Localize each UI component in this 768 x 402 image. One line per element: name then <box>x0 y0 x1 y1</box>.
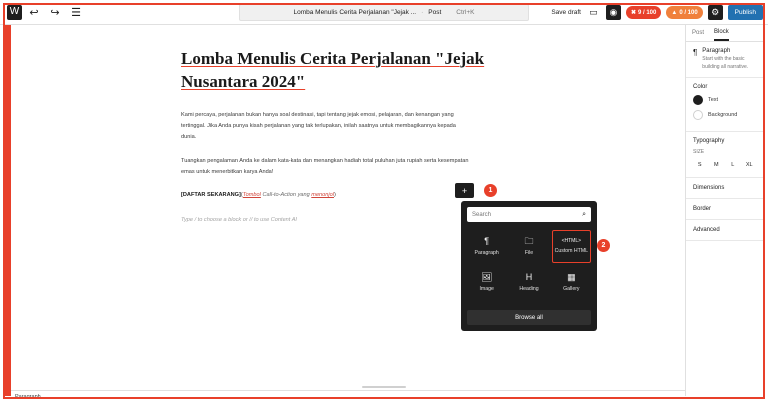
color-option-background[interactable] <box>693 110 756 120</box>
publish-button[interactable]: Publish <box>728 5 763 20</box>
errors-badge-label: 9 / 100 <box>638 9 657 16</box>
cta-paren-close: ) <box>333 192 336 199</box>
block-item-heading[interactable] <box>509 266 548 299</box>
cta-italic-2: Call-to-Action yang <box>262 192 310 199</box>
search-placeholder: Search <box>472 211 492 218</box>
block-item-label: Custom HTML <box>554 248 589 254</box>
block-inserter-panel <box>461 201 597 331</box>
top-toolbar-right <box>551 0 768 25</box>
block-item-label: Heading <box>519 286 539 292</box>
post-title[interactable]: Lomba Menulis Cerita Perjalanan "Jejak Nusantara 2024" <box>181 49 485 91</box>
tab-post[interactable]: Post <box>692 30 705 36</box>
color-section <box>686 78 763 132</box>
empty-block-placeholder[interactable]: Type / to choose a block or // to use Content AI <box>181 217 297 224</box>
block-item-label: Gallery <box>563 286 580 292</box>
undo-icon[interactable]: ↩ <box>29 6 39 19</box>
block-inserter-toggle[interactable]: + <box>455 183 474 198</box>
block-grid <box>467 230 591 299</box>
block-item-file[interactable] <box>509 230 548 263</box>
cta-italic-1[interactable]: Tombol <box>242 192 261 199</box>
block-description: Start with the basic building all narrative. <box>702 56 749 70</box>
block-info-section <box>686 42 763 78</box>
block-item-custom-html[interactable] <box>552 230 591 263</box>
color-swatch-icon <box>693 110 703 120</box>
callout-marker-1: 1 <box>484 184 497 197</box>
paragraph-icon: ¶ <box>484 236 490 246</box>
command-bar-shortcut: Ctrl+K <box>456 9 475 16</box>
block-item-label: Image <box>479 286 494 292</box>
save-draft-button[interactable]: Save draft <box>551 9 581 16</box>
heading-icon: H <box>525 272 533 282</box>
paragraph-block-2[interactable]: Tuangkan pengalaman Anda ke dalam kata-kata dan menangkan hadiah total puluhan juta rupiah serta kesempatan emas untuk menerbitkan karya Anda! <box>181 157 469 175</box>
color-option-text[interactable] <box>693 95 756 105</box>
preview-icon[interactable]: ▭ <box>589 7 598 17</box>
image-icon: 🖼 <box>480 272 493 282</box>
errors-badge-icon: ✖ <box>630 10 636 16</box>
search-input[interactable] <box>467 207 591 222</box>
font-size-selector[interactable] <box>693 159 756 171</box>
font-size-xl[interactable]: XL <box>743 159 757 171</box>
gallery-icon: ▦ <box>567 272 576 282</box>
browse-all-button[interactable]: Browse all <box>467 310 591 325</box>
search-icon: ⌕ <box>582 210 586 218</box>
size-label: SIZE <box>693 149 705 155</box>
block-item-gallery[interactable] <box>552 266 591 299</box>
typography-heading: Typography <box>693 138 725 144</box>
block-item-label: File <box>524 250 534 256</box>
list-view-icon[interactable]: ☰ <box>71 6 81 19</box>
resize-handle[interactable] <box>362 386 406 388</box>
font-size-s[interactable]: S <box>693 159 707 171</box>
block-name: Paragraph <box>702 48 731 54</box>
paragraph-block-1[interactable]: Kami percaya, perjalanan bukan hanya soal destinasi, tapi tentang jejak emosi, pelajaran, dan kenangan yang tertinggal. Jika Anda punya kisah perjalanan yang tak terlupakan, inilah saatnya untuk membagikannya kepada dunia. <box>181 111 456 140</box>
wordpress-logo-icon[interactable]: W <box>7 5 22 20</box>
warnings-badge-icon: ▲ <box>671 9 678 16</box>
post-content <box>181 48 491 223</box>
bottom-breadcrumb-bar <box>11 390 685 402</box>
block-item-label: Paragraph <box>474 250 499 256</box>
sidebar-section-advanced[interactable]: Advanced <box>686 220 763 241</box>
cta-paragraph-block[interactable] <box>181 190 491 201</box>
font-size-l[interactable]: L <box>726 159 740 171</box>
font-size-m[interactable]: M <box>710 159 724 171</box>
cta-link[interactable]: menonjol <box>311 192 334 199</box>
block-item-paragraph[interactable] <box>467 230 506 263</box>
settings-sidebar <box>685 25 763 396</box>
command-bar[interactable] <box>239 4 529 21</box>
cta-paren-open: ( <box>240 192 243 199</box>
callout-marker-2: 2 <box>597 239 610 252</box>
command-bar-type: Post <box>428 9 442 16</box>
sidebar-section-dimensions[interactable]: Dimensions <box>686 178 763 199</box>
warnings-badge[interactable] <box>666 6 702 19</box>
warnings-badge-label: 0 / 100 <box>679 9 698 16</box>
breadcrumb[interactable]: Paragraph <box>15 393 41 400</box>
errors-badge[interactable] <box>626 6 661 19</box>
color-swatch-icon <box>693 95 703 105</box>
custom-html-icon: <HTML> <box>561 238 582 244</box>
color-heading: Color <box>693 84 708 90</box>
redo-icon[interactable]: ↪ <box>50 6 60 19</box>
cta-prefix: [DAFTAR SEKARANG] <box>181 192 241 199</box>
sidebar-section-border[interactable]: Border <box>686 199 763 220</box>
command-bar-separator: · <box>421 9 424 16</box>
paragraph-icon: ¶ <box>693 48 698 57</box>
top-toolbar <box>0 0 768 25</box>
color-option-label: Text <box>708 97 719 103</box>
left-rail <box>5 25 11 396</box>
block-item-image[interactable] <box>467 266 506 299</box>
color-option-label: Background <box>708 112 738 118</box>
sidebar-tabs <box>686 25 763 42</box>
tab-block[interactable]: Block <box>714 25 729 41</box>
settings-icon[interactable]: ⚙ <box>708 5 723 20</box>
seo-score-icon[interactable]: ◉ <box>606 5 621 20</box>
file-icon: 🗀 <box>524 236 534 246</box>
typography-section <box>686 132 763 178</box>
command-bar-title: Lomba Menulis Cerita Perjalanan "Jejak ... <box>293 9 417 16</box>
